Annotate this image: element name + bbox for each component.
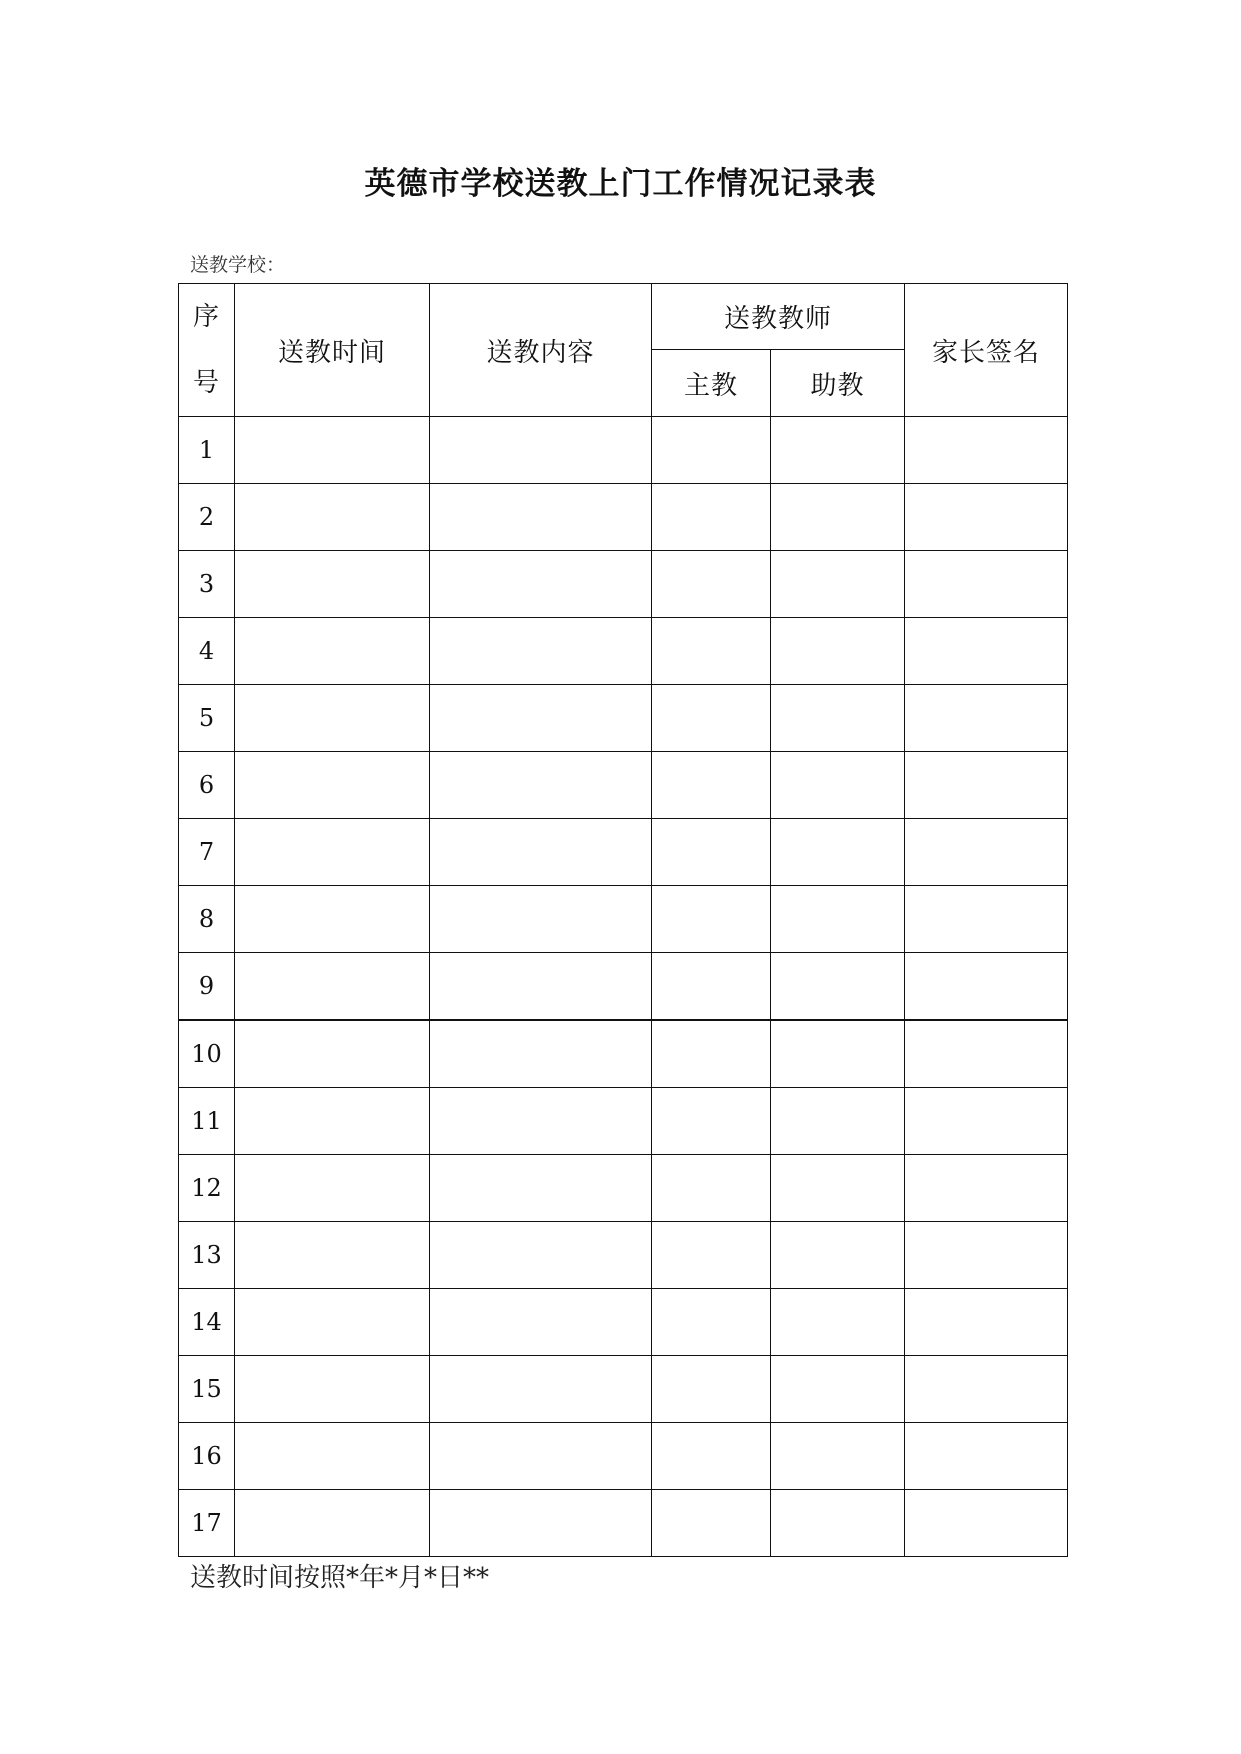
content-cell[interactable] bbox=[430, 551, 652, 618]
time-cell[interactable] bbox=[235, 953, 430, 1021]
footnote: 送教时间按照*年*月*日** bbox=[190, 1563, 490, 1593]
table-row bbox=[179, 752, 1068, 819]
assistant-teacher-cell[interactable] bbox=[771, 1289, 905, 1356]
time-cell[interactable] bbox=[235, 886, 430, 953]
header-row bbox=[179, 284, 1068, 350]
assistant-teacher-cell[interactable] bbox=[771, 1490, 905, 1557]
record-table-body bbox=[179, 417, 1068, 1557]
table-row bbox=[179, 1289, 1068, 1356]
time-cell[interactable] bbox=[235, 1423, 430, 1490]
row-number: 6 bbox=[179, 752, 235, 819]
time-cell[interactable] bbox=[235, 551, 430, 618]
table-row bbox=[179, 484, 1068, 551]
lead-teacher-cell[interactable] bbox=[652, 819, 771, 886]
time-cell[interactable] bbox=[235, 685, 430, 752]
assistant-teacher-cell[interactable] bbox=[771, 685, 905, 752]
content-cell[interactable] bbox=[430, 1356, 652, 1423]
lead-teacher-cell[interactable] bbox=[652, 953, 771, 1021]
parent-signature-cell[interactable] bbox=[905, 685, 1068, 752]
lead-teacher-cell[interactable] bbox=[652, 685, 771, 752]
assistant-teacher-cell[interactable] bbox=[771, 953, 905, 1021]
table-row bbox=[179, 819, 1068, 886]
parent-signature-cell[interactable] bbox=[905, 1222, 1068, 1289]
table-row bbox=[179, 1155, 1068, 1222]
content-cell[interactable] bbox=[430, 1155, 652, 1222]
row-number: 15 bbox=[179, 1356, 235, 1423]
content-cell[interactable] bbox=[430, 685, 652, 752]
lead-teacher-cell[interactable] bbox=[652, 1020, 771, 1088]
time-cell[interactable] bbox=[235, 618, 430, 685]
row-number: 16 bbox=[179, 1423, 235, 1490]
assistant-teacher-cell[interactable] bbox=[771, 417, 905, 484]
school-label: 送教学校： bbox=[190, 254, 286, 276]
row-number: 12 bbox=[179, 1155, 235, 1222]
parent-signature-cell[interactable] bbox=[905, 618, 1068, 685]
assistant-teacher-cell[interactable] bbox=[771, 1222, 905, 1289]
content-cell[interactable] bbox=[430, 417, 652, 484]
table-row bbox=[179, 1490, 1068, 1557]
parent-signature-cell[interactable] bbox=[905, 1155, 1068, 1222]
lead-teacher-cell[interactable] bbox=[652, 1155, 771, 1222]
header-seq-line2: 号 bbox=[192, 368, 220, 398]
row-number: 7 bbox=[179, 819, 235, 886]
table-row bbox=[179, 1356, 1068, 1423]
table-row bbox=[179, 1020, 1068, 1088]
lead-teacher-cell[interactable] bbox=[652, 886, 771, 953]
table-row bbox=[179, 953, 1068, 1021]
lead-teacher-cell[interactable] bbox=[652, 1490, 771, 1557]
time-cell[interactable] bbox=[235, 1155, 430, 1222]
row-number: 4 bbox=[179, 618, 235, 685]
record-table bbox=[178, 283, 1068, 1557]
parent-signature-cell[interactable] bbox=[905, 1423, 1068, 1490]
time-cell[interactable] bbox=[235, 1289, 430, 1356]
header-assistant-teacher: 助教 bbox=[771, 350, 905, 417]
content-cell[interactable] bbox=[430, 1289, 652, 1356]
lead-teacher-cell[interactable] bbox=[652, 1423, 771, 1490]
header-seq bbox=[179, 284, 235, 417]
row-number: 1 bbox=[179, 417, 235, 484]
lead-teacher-cell[interactable] bbox=[652, 1356, 771, 1423]
lead-teacher-cell[interactable] bbox=[652, 417, 771, 484]
assistant-teacher-cell[interactable] bbox=[771, 1020, 905, 1088]
assistant-teacher-cell[interactable] bbox=[771, 819, 905, 886]
lead-teacher-cell[interactable] bbox=[652, 551, 771, 618]
parent-signature-cell[interactable] bbox=[905, 1490, 1068, 1557]
row-number: 17 bbox=[179, 1490, 235, 1557]
content-cell[interactable] bbox=[430, 484, 652, 551]
header-seq-line1: 序 bbox=[192, 302, 220, 332]
time-cell[interactable] bbox=[235, 1490, 430, 1557]
header-lead-teacher: 主教 bbox=[652, 350, 771, 417]
parent-signature-cell[interactable] bbox=[905, 1088, 1068, 1155]
header-teachers: 送教教师 bbox=[652, 284, 905, 350]
lead-teacher-cell[interactable] bbox=[652, 1289, 771, 1356]
parent-signature-cell[interactable] bbox=[905, 484, 1068, 551]
row-number: 13 bbox=[179, 1222, 235, 1289]
lead-teacher-cell[interactable] bbox=[652, 752, 771, 819]
content-cell[interactable] bbox=[430, 1088, 652, 1155]
time-cell[interactable] bbox=[235, 1222, 430, 1289]
content-cell[interactable] bbox=[430, 752, 652, 819]
lead-teacher-cell[interactable] bbox=[652, 618, 771, 685]
row-number: 14 bbox=[179, 1289, 235, 1356]
assistant-teacher-cell[interactable] bbox=[771, 1423, 905, 1490]
time-cell[interactable] bbox=[235, 417, 430, 484]
page-title: 英德市学校送教上门工作情况记录表 bbox=[364, 166, 877, 202]
table-row bbox=[179, 685, 1068, 752]
parent-signature-cell[interactable] bbox=[905, 953, 1068, 1021]
table-row bbox=[179, 551, 1068, 618]
lead-teacher-cell[interactable] bbox=[652, 1088, 771, 1155]
assistant-teacher-cell[interactable] bbox=[771, 1155, 905, 1222]
assistant-teacher-cell[interactable] bbox=[771, 1356, 905, 1423]
parent-signature-cell[interactable] bbox=[905, 752, 1068, 819]
row-number: 2 bbox=[179, 484, 235, 551]
content-cell[interactable] bbox=[430, 886, 652, 953]
assistant-teacher-cell[interactable] bbox=[771, 551, 905, 618]
assistant-teacher-cell[interactable] bbox=[771, 752, 905, 819]
time-cell[interactable] bbox=[235, 1020, 430, 1088]
row-number: 11 bbox=[179, 1088, 235, 1155]
header-content: 送教内容 bbox=[430, 284, 652, 417]
parent-signature-cell[interactable] bbox=[905, 1020, 1068, 1088]
table-row bbox=[179, 618, 1068, 685]
header-time: 送教时间 bbox=[235, 284, 430, 417]
content-cell[interactable] bbox=[430, 953, 652, 1021]
time-cell[interactable] bbox=[235, 752, 430, 819]
content-cell[interactable] bbox=[430, 1423, 652, 1490]
row-number: 8 bbox=[179, 886, 235, 953]
content-cell[interactable] bbox=[430, 819, 652, 886]
table-row bbox=[179, 1088, 1068, 1155]
time-cell[interactable] bbox=[235, 484, 430, 551]
assistant-teacher-cell[interactable] bbox=[771, 484, 905, 551]
assistant-teacher-cell[interactable] bbox=[771, 618, 905, 685]
content-cell[interactable] bbox=[430, 1490, 652, 1557]
assistant-teacher-cell[interactable] bbox=[771, 1088, 905, 1155]
lead-teacher-cell[interactable] bbox=[652, 1222, 771, 1289]
table-row bbox=[179, 1222, 1068, 1289]
lead-teacher-cell[interactable] bbox=[652, 484, 771, 551]
parent-signature-cell[interactable] bbox=[905, 1289, 1068, 1356]
parent-signature-cell[interactable] bbox=[905, 819, 1068, 886]
time-cell[interactable] bbox=[235, 819, 430, 886]
parent-signature-cell[interactable] bbox=[905, 1356, 1068, 1423]
content-cell[interactable] bbox=[430, 1020, 652, 1088]
table-row bbox=[179, 886, 1068, 953]
row-number: 5 bbox=[179, 685, 235, 752]
parent-signature-cell[interactable] bbox=[905, 551, 1068, 618]
time-cell[interactable] bbox=[235, 1088, 430, 1155]
content-cell[interactable] bbox=[430, 1222, 652, 1289]
time-cell[interactable] bbox=[235, 1356, 430, 1423]
table-row bbox=[179, 417, 1068, 484]
table-row bbox=[179, 1423, 1068, 1490]
assistant-teacher-cell[interactable] bbox=[771, 886, 905, 953]
row-number: 9 bbox=[179, 953, 235, 1021]
header-parent-signature: 家长签名 bbox=[905, 284, 1068, 417]
content-cell[interactable] bbox=[430, 618, 652, 685]
row-number: 3 bbox=[179, 551, 235, 618]
parent-signature-cell[interactable] bbox=[905, 886, 1068, 953]
parent-signature-cell[interactable] bbox=[905, 417, 1068, 484]
row-number: 10 bbox=[179, 1020, 235, 1088]
